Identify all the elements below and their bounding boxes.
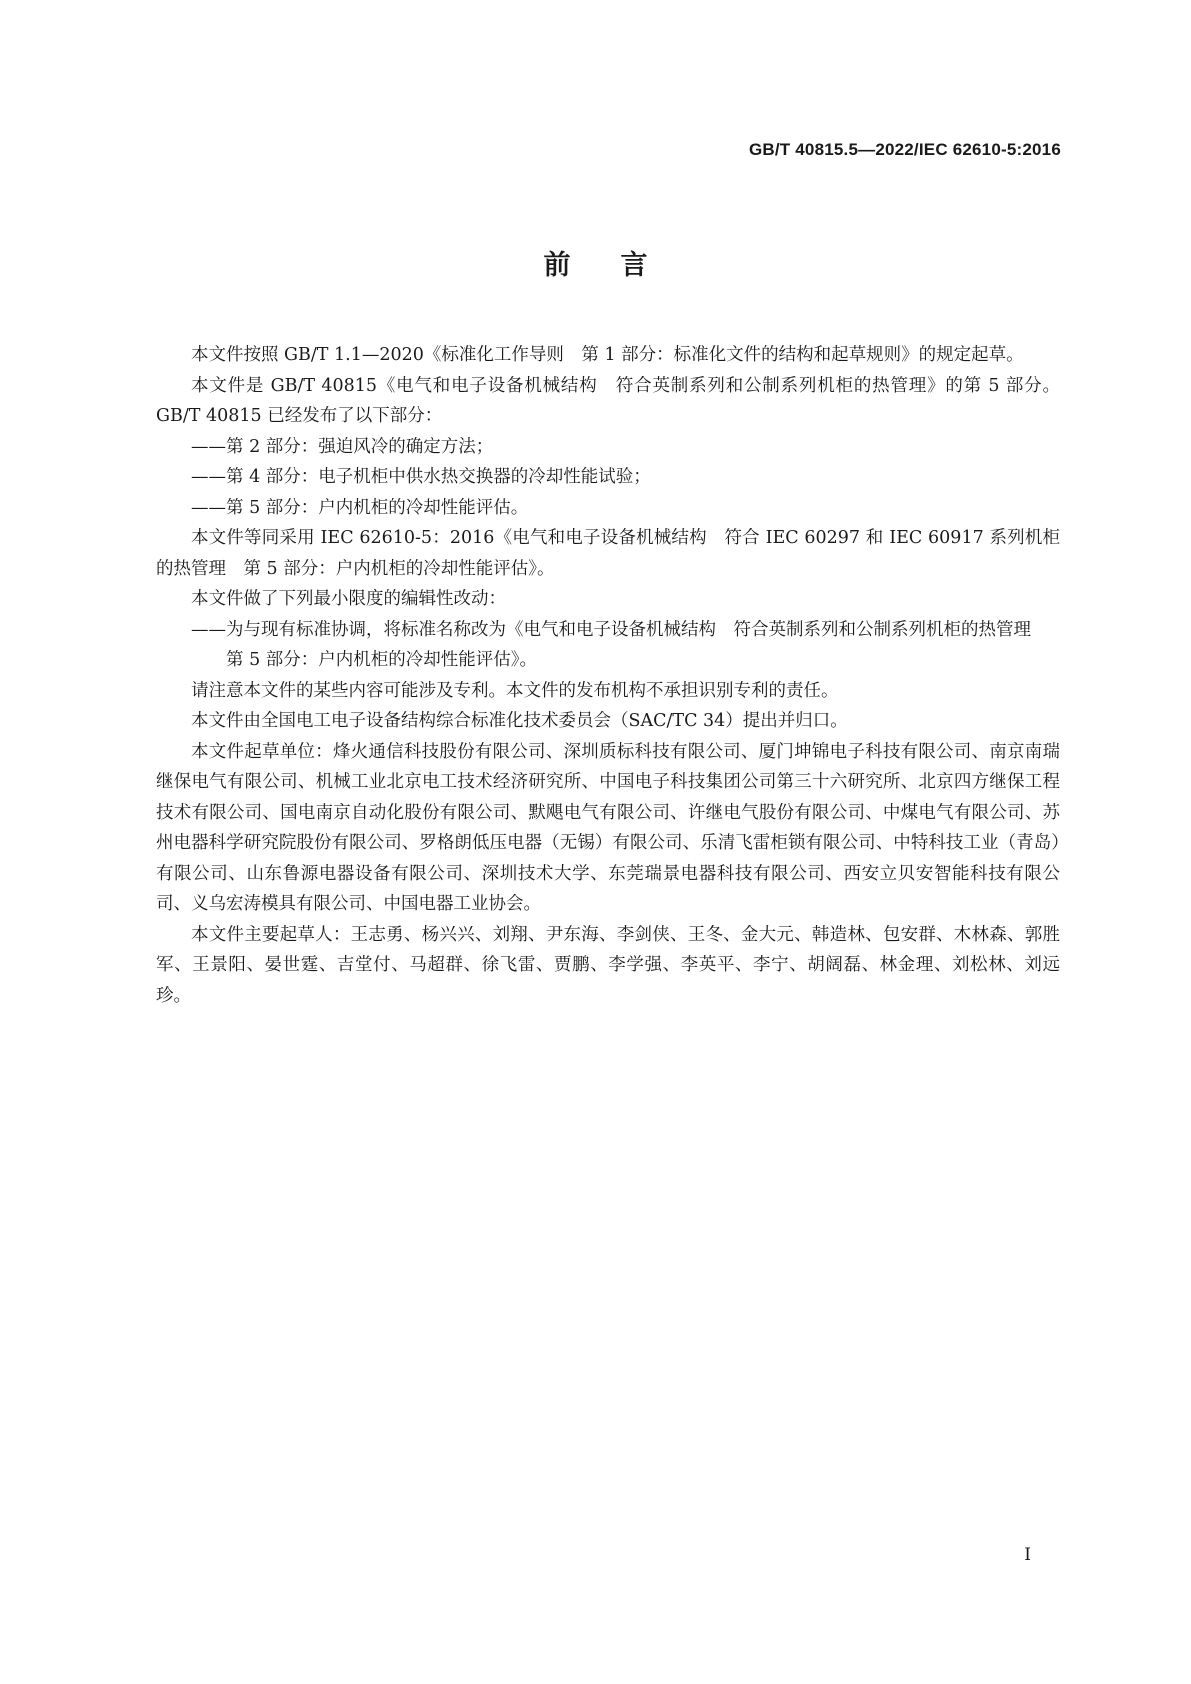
list-item: ——为与现有标准协调，将标准名称改为《电气和电子设备机械结构 符合英制系列和公制系列机柜的热管理 第 5 部分：户内机柜的冷却性能评估》。 [191,619,1049,670]
list-item: ——第 4 部分：电子机柜中供水热交换器的冷却性能试验； [191,467,651,487]
paragraph-drafters: 本文件主要起草人：王志勇、杨兴兴、刘翔、尹东海、李剑侠、王冬、金大元、韩造林、包安群、木林森、郭胜军、王景阳、晏世霆、吉堂付、马超群、徐飞雷、贾鹏、李学强、李英平、李宁、胡阔磊、林金理、刘松林、刘远珍。 [156,924,1060,1006]
foreword-body [156,340,1060,1011]
list-item: ——第 5 部分：户内机柜的冷却性能评估。 [191,497,529,518]
paragraph-drafting-units: 本文件起草单位：烽火通信科技股份有限公司、深圳质标科技有限公司、厦门坤锦电子科技有限公司、南京南瑞继保电气有限公司、机械工业北京电工技术经济研究所、中国电子科技集团公司第三十六研究所、北京四方继保工程技术有限公司、国电南京自动化股份有限公司、默飓电气有限公司、许继电气股份有限公司、中煤电气有限公司、苏州电器科学研究院股份有限公司、罗格朗低压电器（无锡）有限公司、乐清飞雷柜锁有限公司、中特科技工业（青岛）有限公司、山东鲁源电器设备有限公司、深圳技术大学、东莞瑞景电器科技有限公司、西安立贝安智能科技有限公司、义乌宏涛模具有限公司、中国电器工业协会。 [156,741,1060,914]
paragraph-identical-adoption: 本文件等同采用 IEC 62610-5：2016《电气和电子设备机械结构 符合 IEC 60297 和 IEC 60917 系列机柜的热管理 第 5 部分：户内机柜的冷却性能评估》。 [156,528,1060,579]
paragraph-patent-notice: 请注意本文件的某些内容可能涉及专利。本文件的发布机构不承担识别专利的责任。 [191,680,839,701]
list-item: ——第 2 部分：强迫风冷的确定方法； [191,436,494,457]
page-title: 前言 [543,250,698,281]
paragraph-series-part: 本文件是 GB/T 40815《电气和电子设备机械结构 符合英制系列和公制系列机柜的热管理》的第 5 部分。GB/T 40815 已经发布了以下部分： [156,375,1060,426]
standard-code-header: GB/T 40815.5—2022/IEC 62610-5:2016 [748,140,1061,159]
paragraph-drafting-rules: 本文件按照 GB/T 1.1—2020《标准化工作导则 第 1 部分：标准化文件的结构和起草规则》的规定起草。 [191,345,1024,365]
paragraph-committee: 本文件由全国电工电子设备结构综合标准化技术委员会（SAC/TC 34）提出并归口。 [191,711,848,731]
page-number: I [1024,1545,1031,1565]
paragraph-editorial-changes: 本文件做了下列最小限度的编辑性改动： [191,589,506,609]
